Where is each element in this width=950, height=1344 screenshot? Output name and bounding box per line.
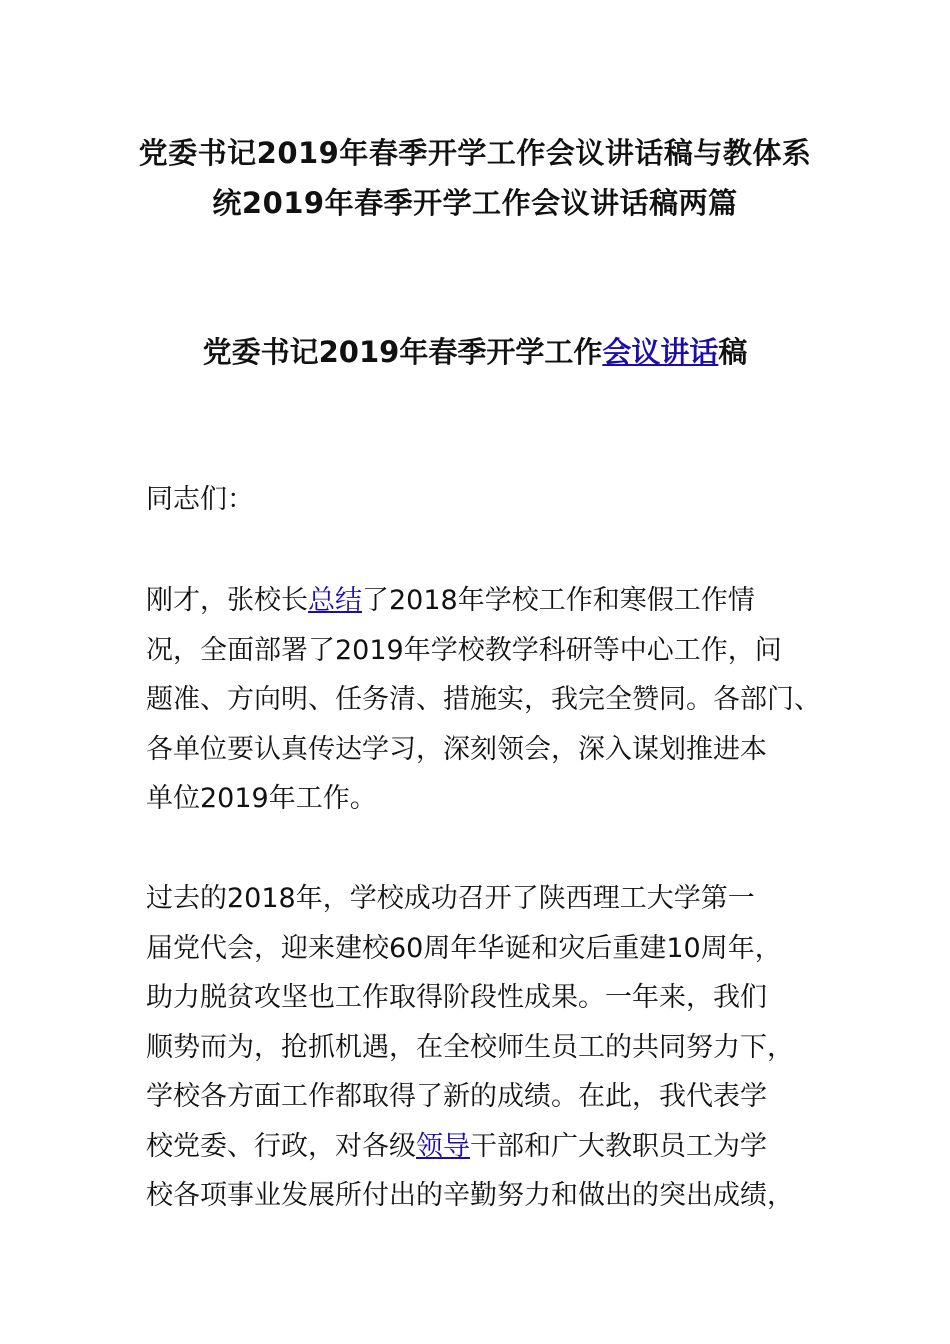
paragraph-2-line-2: 届党代会，迎来建校60周年华诞和灾后重建10周年， [146, 932, 782, 964]
section-title-link[interactable]: 会议讲话 [602, 335, 719, 369]
paragraph-2-line-5: 学校各方面工作都取得了新的成绩。在此，我代表学 [146, 1081, 767, 1112]
section-title [110, 330, 840, 374]
paragraph-2 [146, 874, 846, 1221]
paragraph-1-line-1-start: 刚才，张校长 [146, 585, 308, 616]
paragraph-2-line-7: 校各项事业发展所付出的辛勤努力和做出的突出成绩， [146, 1180, 794, 1211]
paragraph-2-line-4: 顺势而为，抢抓机遇，在全校师生员工的共同努力下， [146, 1031, 794, 1063]
leadership-link[interactable]: 领导 [416, 1130, 470, 1162]
section-title-suffix: 稿 [718, 335, 748, 369]
section-title-text: 党委书记2019年春季开学工作 [202, 335, 603, 369]
paragraph-2-line-1: 过去的2018年，学校成功召开了陕西理工大学第一 [146, 883, 755, 914]
summary-link[interactable]: 总结 [308, 585, 362, 616]
salutation: 同志们： [146, 484, 254, 515]
document-title-line-1: 党委书记2019年春季开学工作会议讲话稿与教体系 [138, 136, 812, 170]
paragraph-2-line-3: 助力脱贫攻坚也工作取得阶段性成果。一年来，我们 [146, 982, 767, 1013]
paragraph-2-line-6-start: 校党委、行政，对各级 [146, 1130, 416, 1162]
document-title-line-2: 统2019年春季开学工作会议讲话稿两篇 [212, 186, 738, 220]
paragraph-1-line-1-end: 了2018年学校工作和寒假工作情 [362, 585, 755, 616]
paragraph-1-line-2: 况，全面部署了2019年学校教学科研等中心工作，问 [146, 634, 782, 666]
paragraph-2-line-6-end: 干部和广大教职员工为学 [470, 1130, 767, 1162]
document-title [110, 128, 840, 228]
paragraph-1-line-3: 题准、方向明、任务清、措施实，我完全赞同。各部门、 [146, 684, 821, 715]
paragraph-1 [146, 576, 846, 824]
paragraph-1-line-1 [146, 576, 846, 626]
paragraph-1-line-5: 单位2019年工作。 [146, 783, 377, 814]
paragraph-2-line-6 [146, 1122, 846, 1172]
paragraph-1-line-4: 各单位要认真传达学习，深刻领会，深入谋划推进本 [146, 733, 767, 765]
